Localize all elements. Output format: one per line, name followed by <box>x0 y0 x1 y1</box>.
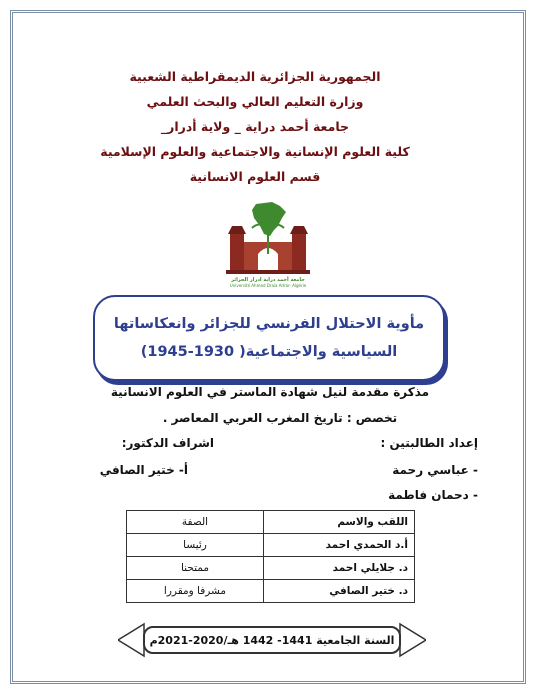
student-name-1: - عباسي رحمة <box>392 463 478 477</box>
thesis-title-line-1: مأوية الاحتلال الفرنسي للجزائر وانعكاساتها <box>113 316 425 332</box>
jury-member-name: د. ختير الصافي <box>264 580 415 603</box>
jury-header-name: اللقب والاسم <box>264 511 415 534</box>
supervisor-label: اشراف الدكتور: <box>121 436 214 450</box>
academic-year-box: السنة الجامعية 1441- 1442 هـ/2020-2021م <box>143 626 401 654</box>
jury-header-role: الصفة <box>127 511 264 534</box>
logo-base <box>226 270 310 274</box>
department-line: قسم العلوم الانسانية <box>189 169 321 184</box>
ministry-line: وزارة التعليم العالي والبحث العلمي <box>146 94 364 109</box>
gate-left-top <box>228 226 246 234</box>
jury-member-role: مشرفا ومقررا <box>127 580 264 603</box>
supervisor-name: أ- ختير الصافي <box>99 463 188 477</box>
university-logo <box>220 196 316 288</box>
jury-member-name: د. جلايلي احمد <box>264 557 415 580</box>
table-row <box>127 534 415 557</box>
jury-header-row <box>127 511 415 534</box>
students-label: إعداد الطالبتين : <box>380 436 478 450</box>
jury-table <box>126 510 415 603</box>
faculty-line: كلية العلوم الإنسانية والاجتماعية والعلوم الإسلامية <box>100 144 410 159</box>
thesis-title-line-2: السياسية والاجتماعية( 1930-1945) <box>140 344 398 360</box>
gate-left-tower <box>230 234 244 270</box>
memo-line: مذكرة مقدمة لنيل شهادة الماستر في العلوم الانسانية <box>110 385 430 399</box>
jury-member-role: رئيسا <box>127 534 264 557</box>
gate-right-top <box>290 226 308 234</box>
logo-caption-french: Université Ahmed Draia Adrar- Algérie <box>229 283 307 288</box>
jury-member-name: أ.د الحمدي احمد <box>264 534 415 557</box>
institution-header <box>30 64 480 189</box>
table-row <box>127 580 415 603</box>
thesis-title-box <box>93 295 445 381</box>
university-line: جامعة أحمد دراية _ ولاية أدرار_ <box>160 119 350 134</box>
student-name-2: - دحمان فاطمة <box>388 488 478 502</box>
republic-line: الجمهورية الجزائرية الديمقراطية الشعبية <box>129 69 381 84</box>
specialty-line: تخصص : تاريخ المغرب العربي المعاصر . <box>162 411 398 425</box>
table-row <box>127 557 415 580</box>
logo-caption-arabic: جامعة أحمد دراية ادرار الجزائر <box>231 277 305 283</box>
jury-member-role: ممتحنا <box>127 557 264 580</box>
gate-right-tower <box>292 234 306 270</box>
